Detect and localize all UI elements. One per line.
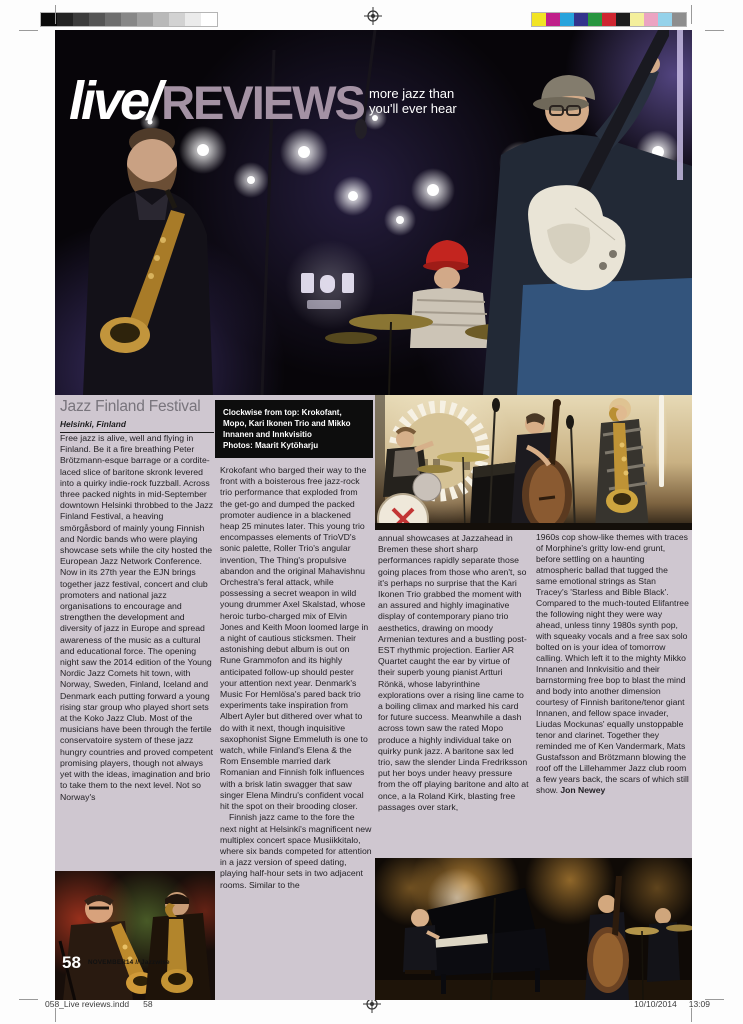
masthead-tagline xyxy=(369,86,457,116)
grayscale-swatch xyxy=(73,13,89,26)
body-paragraph: Krokofant who barged their way to the front with a boisterous free jazz-rock trio performance that exploded from the get-go and dumped the packed promoter audience in a blackened heap 25 minutes later. This young trio encompasses elements of TrioVD's sonic palette, Roller Trio's angular invention, The Thing's propulsive abandon and the original Mahavishnu Orchestra's feral attack, while possessing a secret weapon in wild young drummer Axel Skalstad, whose heroic turbo-charged mix of Elvin Jones and Keith Moon loomed large in a night of cautious sticksmen. Their astonishing debut album is out on Rune Grammofon and its highly anticipated follow-up should pester your attention next year. Denmark's Music For Hemlösa's pared back trio experiments take inspiration from Albert Ayler but dithered over what to do with it next, though inquisitive saxophonist Signe Emmeluth is one to watch, while Finland's Elena & the Rom Ensemble married dark Romanian and Finnish folk influences with a brisk latin swagger that saw singer Elena Mindru's confident vocal hit the spot on their brooding closer. xyxy=(220,465,369,812)
color-swatch xyxy=(532,13,546,26)
sax-duo-photo xyxy=(55,871,215,1000)
color-swatch xyxy=(644,13,658,26)
color-swatch xyxy=(560,13,574,26)
grayscale-swatch xyxy=(57,13,73,26)
grayscale-swatch xyxy=(169,13,185,26)
color-swatch xyxy=(630,13,644,26)
crop-mark xyxy=(55,1008,56,1022)
body-paragraph: Finnish jazz came to the fore the next night at Helsinki's magnificent new multiplex concert space Musiikkitalo, where six bands competed for attention in a jazz version of speed dating, playing half-hour sets in two adjacent rooms. Similar to the xyxy=(220,812,372,890)
photo-caption-box xyxy=(215,400,373,458)
body-paragraph: annual showcases at Jazzahead in Bremen these short sharp performances rapidly separate those going places from those who aren't, so it's perhaps no surprise that the Kari Ikonen Trio grabbed the moment with an assured and highly imaginative display of contemporary piano trio aesthetics, drawing on moody Armenian textures and a bustling post-EST rhythmic projection. Earlier AR Quartet caught the ear by virtue of their superb young pianist Artturi Rönkä, whose labyrinthine explorations over a rising line came to a boiling climax and marked his card for future success. Meanwhile a dash across town saw the rated Mopo produce a highly individual take on quirky punk jazz. A baritone sax led trio, saw the slender Linda Fredriksson put her boys under heavy pressure from the off playing baritone and alto at once, a la Roland Kirk, blasting free passages over stark, xyxy=(378,533,529,812)
hero-photo xyxy=(55,30,692,395)
color-swatch xyxy=(616,13,630,26)
trio-photo xyxy=(375,395,692,530)
crop-mark xyxy=(705,30,724,31)
grayscale-swatch xyxy=(137,13,153,26)
registration-mark-icon xyxy=(364,7,382,25)
article-title: Jazz Finland Festival xyxy=(60,398,201,415)
article-column-2 xyxy=(220,465,372,891)
body-text: 1960s cop show-like themes with traces of Morphine's gritty low-end grunt, before settling on a haunting atmospheric ballad that tugged the same emotional strings as Stan Tracey's 'Starless and Bible Black'. Compared to the much-touted Elifantree the following night they were way ahead, unless tinny 1980s synth pop, with squeaky vocals and a free sax solo bolted on is your idea of tomorrow calling. Which left it to the mighty Mikko Innanen and Innkvisitio and their barnstorming free bop to blast the mind and body into another dimension courtesy of Finnish baritone/tenor giant Innanen, and fellow space invader, Liudas Mockunas' equally unstoppable tenor and clarinet. Together they reminded me of Ken Vandermark, Mats Gustafsson and Brötzmann blowing the roof off the Lillehammer Jazz club room a few years back, the scars of which still show. xyxy=(536,532,689,795)
issue-title: NOVEMBER14 // Jazzwise xyxy=(88,959,170,966)
article-heading xyxy=(60,398,214,433)
color-swatch xyxy=(588,13,602,26)
sax-duo-photo-illustration xyxy=(55,871,215,1000)
grayscale-swatch xyxy=(185,13,201,26)
grayscale-swatch xyxy=(121,13,137,26)
footer-filename: 058_Live reviews.indd xyxy=(45,999,130,1009)
photo-caption-credit: Photos: Maarit Kytöharju xyxy=(223,441,319,450)
body-paragraph xyxy=(536,532,689,796)
page-number: 58 xyxy=(62,953,81,972)
masthead xyxy=(69,70,457,132)
color-swatch xyxy=(602,13,616,26)
trio-photo-illustration xyxy=(375,395,692,530)
grayscale-calibration-strip xyxy=(40,12,218,27)
masthead-live: live/ xyxy=(69,71,160,131)
footer-datetime xyxy=(634,999,710,1009)
masthead-reviews: REVIEWS xyxy=(161,76,364,129)
article-location: Helsinki, Finland xyxy=(60,419,214,433)
tagline-line-1: more jazz than xyxy=(369,86,455,101)
crop-mark xyxy=(19,30,38,31)
article-column-1 xyxy=(60,433,214,873)
article-column-4 xyxy=(536,532,689,796)
footer-time: 13:09 xyxy=(688,999,710,1009)
grayscale-swatch xyxy=(105,13,121,26)
grayscale-swatch xyxy=(201,13,217,26)
crop-mark xyxy=(55,5,56,24)
article-column-3 xyxy=(378,533,529,813)
color-swatch xyxy=(672,13,686,26)
color-swatch xyxy=(658,13,672,26)
page xyxy=(55,30,692,1000)
piano-trio-photo-illustration xyxy=(375,858,692,1000)
byline: Jon Newey xyxy=(560,785,606,795)
color-calibration-strip xyxy=(531,12,687,27)
piano-trio-photo xyxy=(375,858,692,1000)
crop-mark xyxy=(691,1008,692,1022)
body-paragraph: Free jazz is alive, well and flying in Finland. Be it a fire breathing Peter Brötzmann-esque barrage or a cordite-laced slice of baritone skronk levered into a quirky indie-rock fuzzball. Across three packed nights in mid-September downtown Helsinki throbbed to the Jazz Finland Festival, a heaving smörgåsbord of mainly young Finnish and Nordic bands who were playing showcase sets while the city hosted the European Jazz Network Conference. Now in its 27th year the EJN brings together jazz festival, concert and club promoters and national jazz organisations to encourage and strengthen the development and diversity of jazz in Europe and spread awareness of the music as a cultural and educational force. The opening night saw the 2014 edition of the Young Nordic Jazz Comets hit town, with Norway, Sweden, Finland, Iceland and Denmark each putting forward a young rising star group who played short sets at the Koko Jazz Club. Most of the musicians have been through the fertile conservatoire system of these jazz hungry countries and proved competent promising players, though not always yet with the ideas, imagination and brio to take them to the next level. Not so Norway's xyxy=(60,433,214,802)
color-swatch xyxy=(574,13,588,26)
grayscale-swatch xyxy=(89,13,105,26)
grayscale-swatch xyxy=(153,13,169,26)
tagline-line-2: you'll ever hear xyxy=(369,101,457,116)
crop-mark xyxy=(691,5,692,24)
photo-caption-text: Clockwise from top: Krokofant, Mopo, Kari Ikonen Trio and Mikko Innanen and Innkvisitio xyxy=(223,408,351,439)
crop-mark xyxy=(19,999,38,1000)
footer-slug xyxy=(45,999,153,1009)
footer-date: 10/10/2014 xyxy=(634,999,677,1009)
color-swatch xyxy=(546,13,560,26)
footer-page-number: 58 xyxy=(143,999,153,1009)
